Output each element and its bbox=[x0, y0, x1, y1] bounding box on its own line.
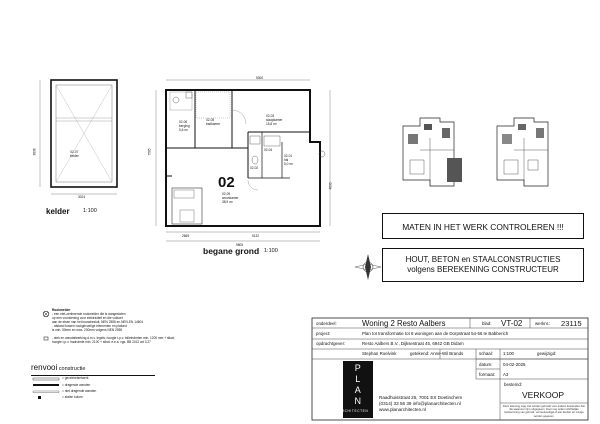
dimension-label: 5300 bbox=[256, 76, 264, 80]
legend-item: = gevelmetselwerk bbox=[62, 376, 89, 380]
kelder-scale: 1:100 bbox=[83, 208, 97, 214]
room-label: 02-02 bbox=[250, 166, 259, 170]
controle-note: MATEN IN HET WERK CONTROLEREN !!! bbox=[382, 213, 584, 239]
legend-item: = dragende wanden bbox=[62, 383, 91, 387]
datum-value: 04-02-2026 bbox=[503, 362, 526, 367]
kelder-room-label: 02-07 kelder bbox=[70, 150, 79, 158]
gecontroleerd-value: getekend: Anne-Wil Brands bbox=[410, 351, 464, 356]
key-plan-right bbox=[497, 118, 548, 186]
unit-number: 02 bbox=[218, 174, 235, 191]
room-label: 02-03 slaapkamer 15,8 m² bbox=[266, 114, 283, 126]
kelder-title: kelder bbox=[46, 207, 70, 216]
formaat-label: formaat: bbox=[479, 372, 496, 377]
blad-value: VT-02 bbox=[501, 319, 523, 328]
rookmelder-text: - een niet-zenlerende rookmelder die is aangesloten op een voorziening voor elektriciteit en die voldoet aan de eisen van het bouwbesluit, NEN 2555 en NEN-EN 14604 - afstand tussen rookgevoelige elementen en plafond is min. 50mm en max. 200mm volgens NEN 2555 bbox=[52, 312, 144, 332]
north-arrow-icon bbox=[355, 254, 381, 280]
dimension-label: 7585 bbox=[147, 148, 152, 156]
logo-subtitle: ARCHITECTEN bbox=[339, 409, 369, 413]
opdrachtgever-value: Resto Aalbers B.V., Dijksestraat 45, 6942 GB Didam bbox=[362, 341, 464, 346]
werknr-value: 23115 bbox=[561, 319, 582, 328]
bestemd-label: bestemd: bbox=[504, 382, 523, 387]
room-label: 02-09 woonkamer 38,9 m² bbox=[222, 192, 239, 204]
bestemd-value: VERKOOP bbox=[522, 390, 565, 400]
begane-grond-scale: 1:100 bbox=[264, 248, 278, 254]
renvooi-heading: renvooi constructie bbox=[31, 357, 155, 376]
kelder-dim-height: 3838 bbox=[32, 148, 37, 156]
dimension-label: 4030 bbox=[328, 182, 333, 190]
getekend-value: Stephan Roelvink bbox=[362, 351, 397, 356]
plan-logo: P L A N bbox=[354, 363, 362, 406]
werknr-label: werknr.: bbox=[535, 321, 551, 326]
constructie-note: HOUT, BETON en STAALCONSTRUCTIES volgens BEREKENING CONSTRUCTEUR bbox=[382, 248, 584, 282]
kelder-plan bbox=[40, 80, 117, 194]
wandafwerking-text: - stek en wandafwerking d.m.v. legels; hoogte t.p.v. toiletruimten min. 1200 mm + stkat; hoogte t.p.v. badruimte min. 2100 + stkat. e.e.a. vgs. BB 2012 art 3.27 bbox=[52, 336, 175, 344]
room-label: 02-04 bbox=[264, 148, 273, 152]
formaat-value: A3 bbox=[503, 372, 509, 377]
opdrachtgever-label: opdrachtgever: bbox=[316, 341, 346, 346]
dimension-label: 5132 bbox=[252, 234, 260, 238]
office-address: Raadhuisstraat 25, 7001 EX Doetinchem (0314) 33 56 39 info@planarchitecten.nl www.planarchitecten.nl bbox=[379, 395, 463, 412]
schaal-value: 1:100 bbox=[503, 351, 514, 356]
onderdeel-label: onderdeel: bbox=[316, 321, 337, 326]
legend-item: = stalen kolom bbox=[62, 395, 83, 399]
onderdeel-value: Woning 2 Resto Aalbers bbox=[362, 319, 446, 328]
disclaimer: Deze tekening mag niet worden gebruikt voor andere doeleinden dan die waarvoor zij is uitgegeven. Door nog onder schriftelijke toestemming van gebruik, verveelvoudigd of aan derden ter inzage worden gegeven. bbox=[502, 405, 586, 418]
room-label: 02-06 berging 5,6 m² bbox=[179, 120, 190, 132]
kelder-dim-width: 3024 bbox=[78, 195, 86, 199]
gewijzigd-label: gewijzigd: bbox=[537, 351, 557, 356]
legend-item: = niet dragende wanden bbox=[62, 389, 97, 393]
project-label: project: bbox=[316, 331, 331, 336]
room-label: 02-01 hal 5,0 m² bbox=[284, 154, 294, 166]
dimension-label: 9805 bbox=[236, 243, 244, 247]
schaal-label: schaal: bbox=[479, 351, 493, 356]
begane-grond-plan bbox=[156, 80, 330, 241]
datum-label: datum: bbox=[479, 362, 493, 367]
key-plan-left bbox=[403, 118, 462, 186]
room-label: 02-05 badkamer bbox=[206, 118, 221, 126]
rookmelder-title: Rookmelder bbox=[52, 308, 71, 312]
dimension-label: 2665 bbox=[182, 234, 190, 238]
blad-label: blad: bbox=[482, 321, 492, 326]
begane-grond-title: begane grond bbox=[203, 246, 260, 256]
project-value: Plan tot transformatie tot 8 woningen aan de Dorpstraat 54-56 te Babberich bbox=[362, 331, 509, 336]
